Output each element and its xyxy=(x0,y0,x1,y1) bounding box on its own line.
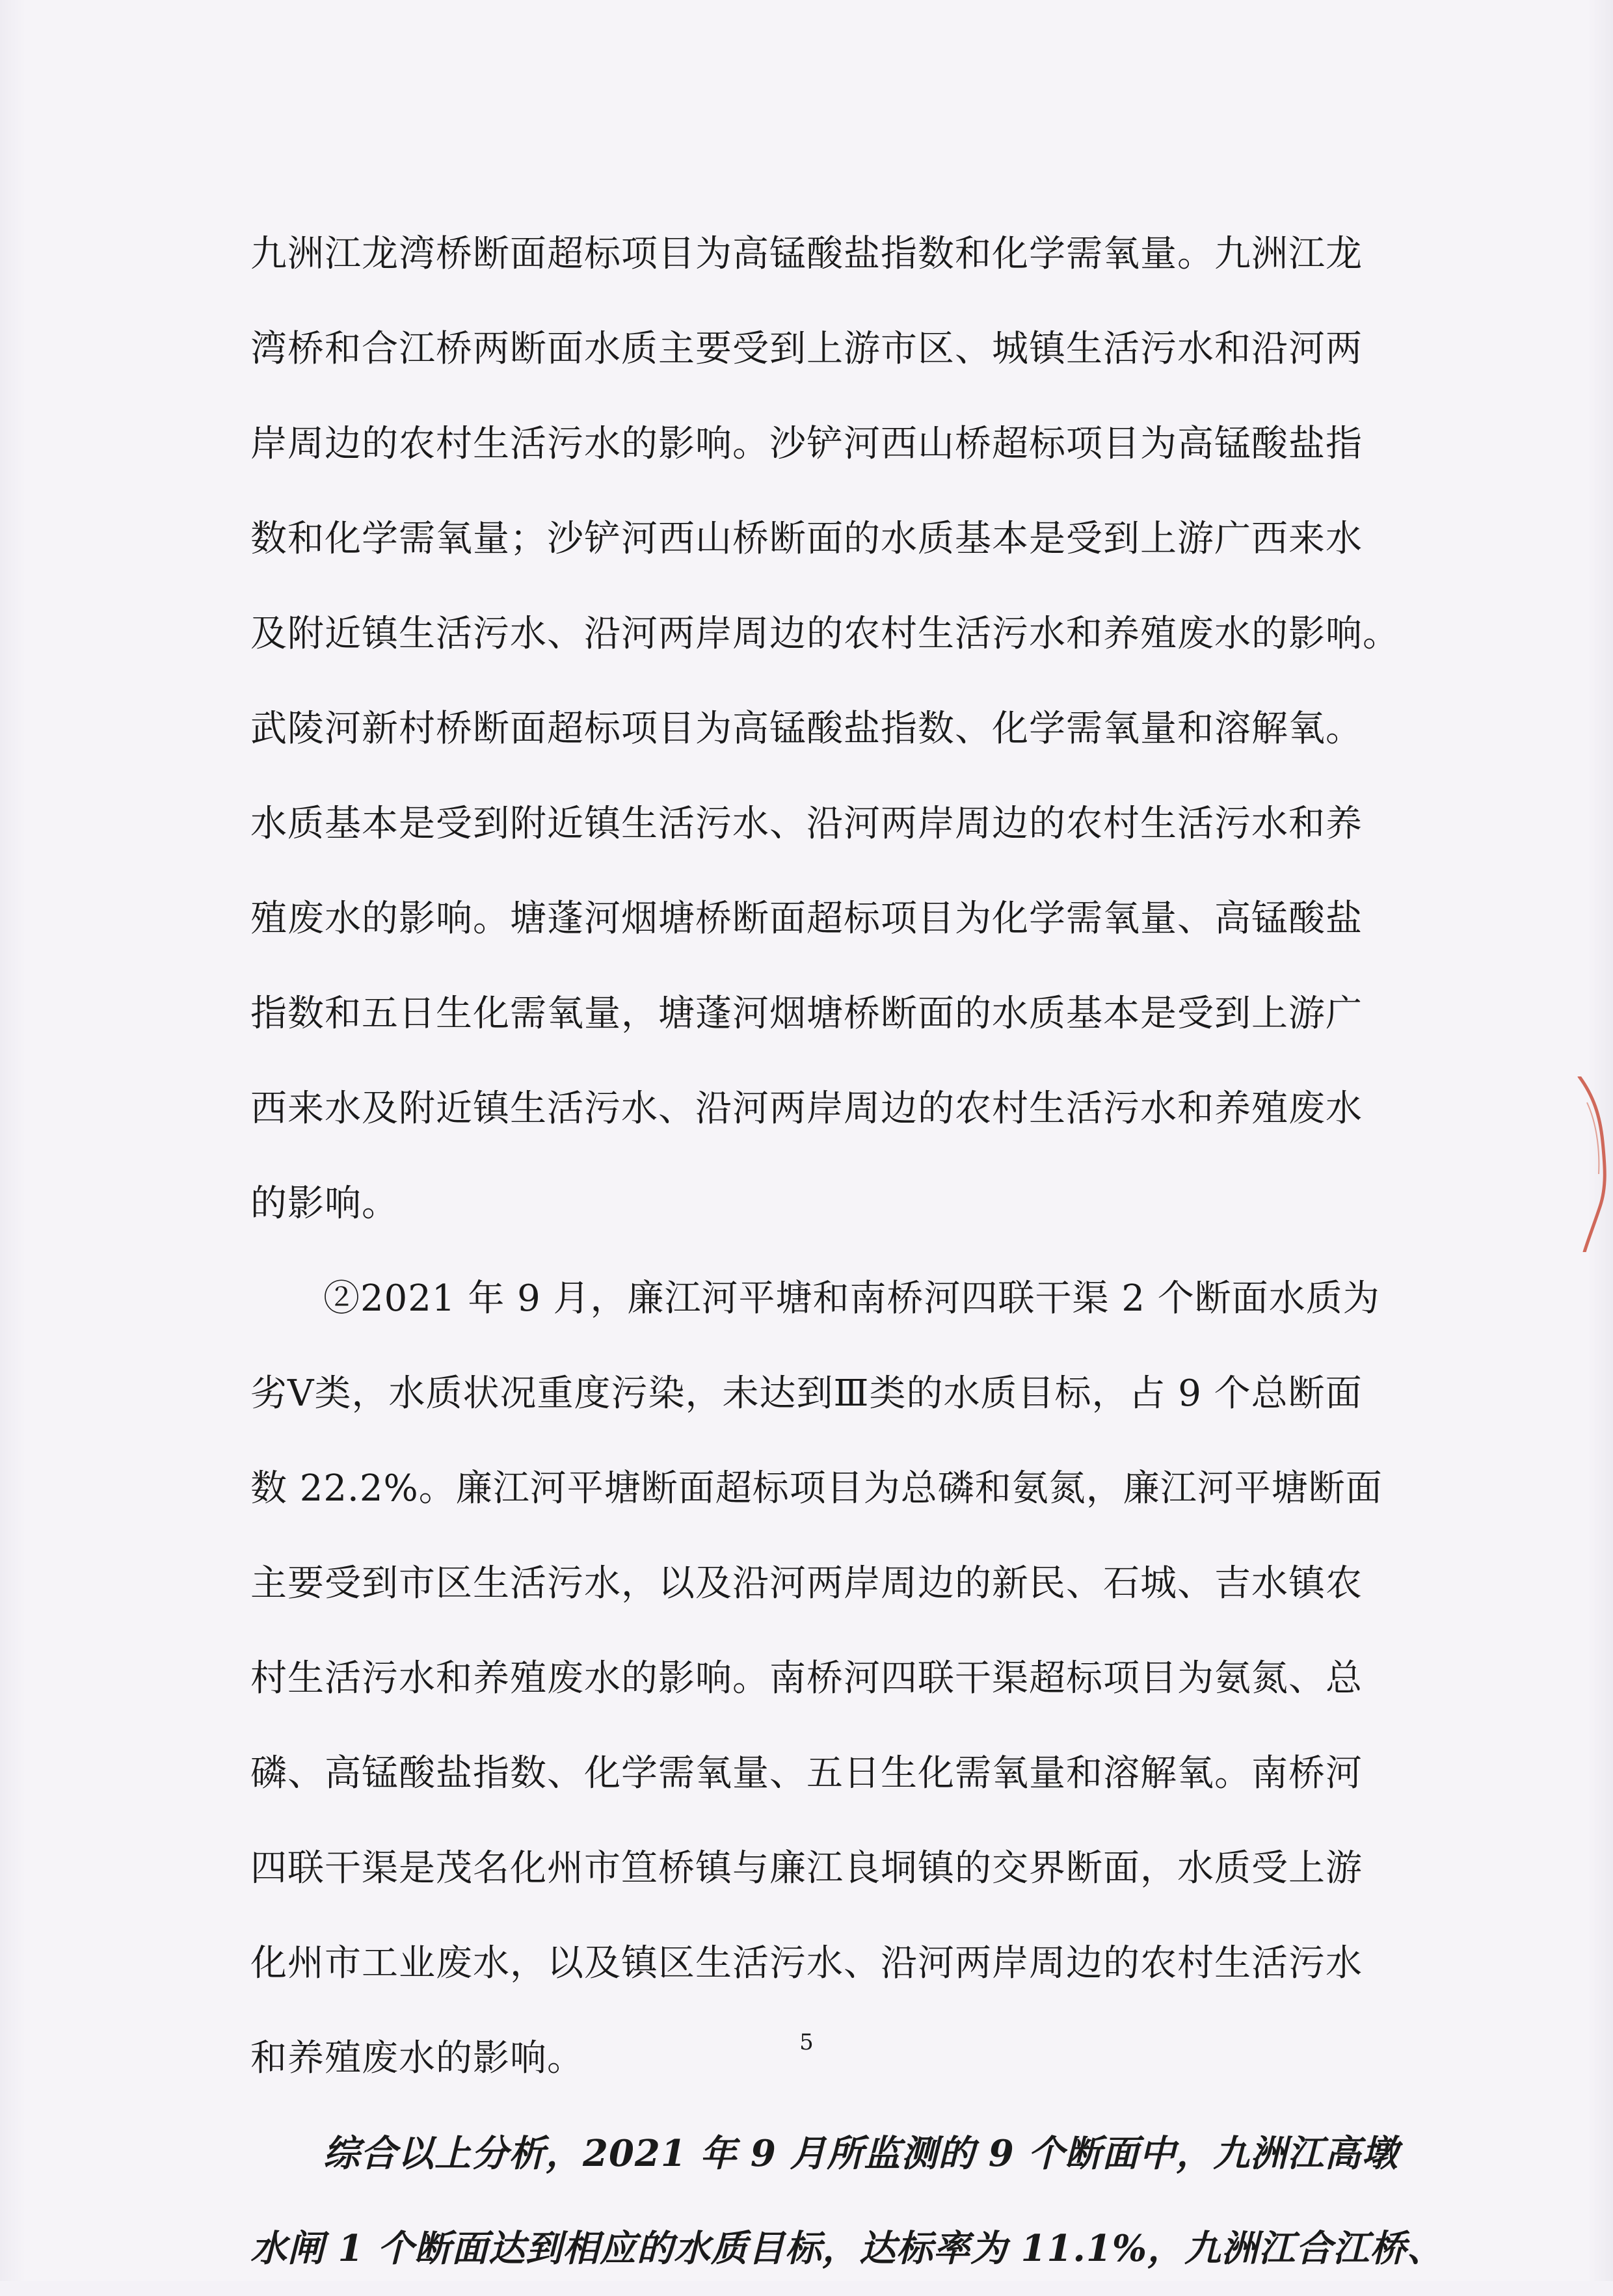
body-text xyxy=(250,207,1445,2296)
text-line: 四联干渠是茂名化州市笪桥镇与廉江良垌镇的交界断面，水质受上游 xyxy=(250,1847,1363,1889)
text-line: 和养殖废水的影响。 xyxy=(250,2037,584,2079)
text-line: 数 22.2%。廉江河平塘断面超标项目为总磷和氨氮，廉江河平塘断面 xyxy=(250,1467,1383,1510)
text-line: 岸周边的农村生活污水的影响。沙铲河西山桥超标项目为高锰酸盐指 xyxy=(250,423,1363,465)
text-line: 水质基本是受到附近镇生活污水、沿河两岸周边的农村生活污水和养 xyxy=(250,803,1363,845)
text-line: 湾桥和合江桥两断面水质主要受到上游市区、城镇生活污水和沿河两 xyxy=(250,328,1363,370)
text-line: 西来水及附近镇生活污水、沿河两岸周边的农村生活污水和养殖废水 xyxy=(250,1088,1363,1130)
text-line: 武陵河新村桥断面超标项目为高锰酸盐指数、化学需氧量和溶解氧。 xyxy=(250,708,1363,750)
text-line: 水闸 1 个断面达到相应的水质目标，达标率为 11.1%，九洲江合江桥、 xyxy=(250,2227,1445,2270)
text-line: 数和化学需氧量；沙铲河西山桥断面的水质基本是受到上游广西来水 xyxy=(250,518,1363,560)
red-stamp-edge-mark xyxy=(1574,1076,1613,1252)
text-line: 指数和五日生化需氧量，塘蓬河烟塘桥断面的水质基本是受到上游广 xyxy=(250,993,1363,1035)
text-line: 综合以上分析，2021 年 9 月所监测的 9 个断面中，九洲江高墩 xyxy=(323,2132,1399,2175)
text-line: 劣Ⅴ类，水质状况重度污染，未达到Ⅲ类的水质目标，占 9 个总断面 xyxy=(250,1372,1363,1415)
text-line: 殖废水的影响。塘蓬河烟塘桥断面超标项目为化学需氧量、高锰酸盐 xyxy=(250,898,1363,940)
text-line: 九洲江龙湾桥断面超标项目为高锰酸盐指数和化学需氧量。九洲江龙 xyxy=(250,233,1363,275)
text-line: 主要受到市区生活污水，以及沿河两岸周边的新民、石城、吉水镇农 xyxy=(250,1562,1363,1605)
text-line: ②2021 年 9 月，廉江河平塘和南桥河四联干渠 2 个断面水质为 xyxy=(323,1277,1380,1320)
page-number: 5 xyxy=(799,2029,814,2055)
text-line: 村生活污水和养殖废水的影响。南桥河四联干渠超标项目为氨氮、总 xyxy=(250,1657,1363,1700)
text-line: 及附近镇生活污水、沿河两岸周边的农村生活污水和养殖废水的影响。 xyxy=(250,613,1400,655)
text-line: 化州市工业废水，以及镇区生活污水、沿河两岸周边的农村生活污水 xyxy=(250,1942,1363,1984)
text-line: 的影响。 xyxy=(250,1182,399,1225)
text-line: 磷、高锰酸盐指数、化学需氧量、五日生化需氧量和溶解氧。南桥河 xyxy=(250,1752,1363,1795)
